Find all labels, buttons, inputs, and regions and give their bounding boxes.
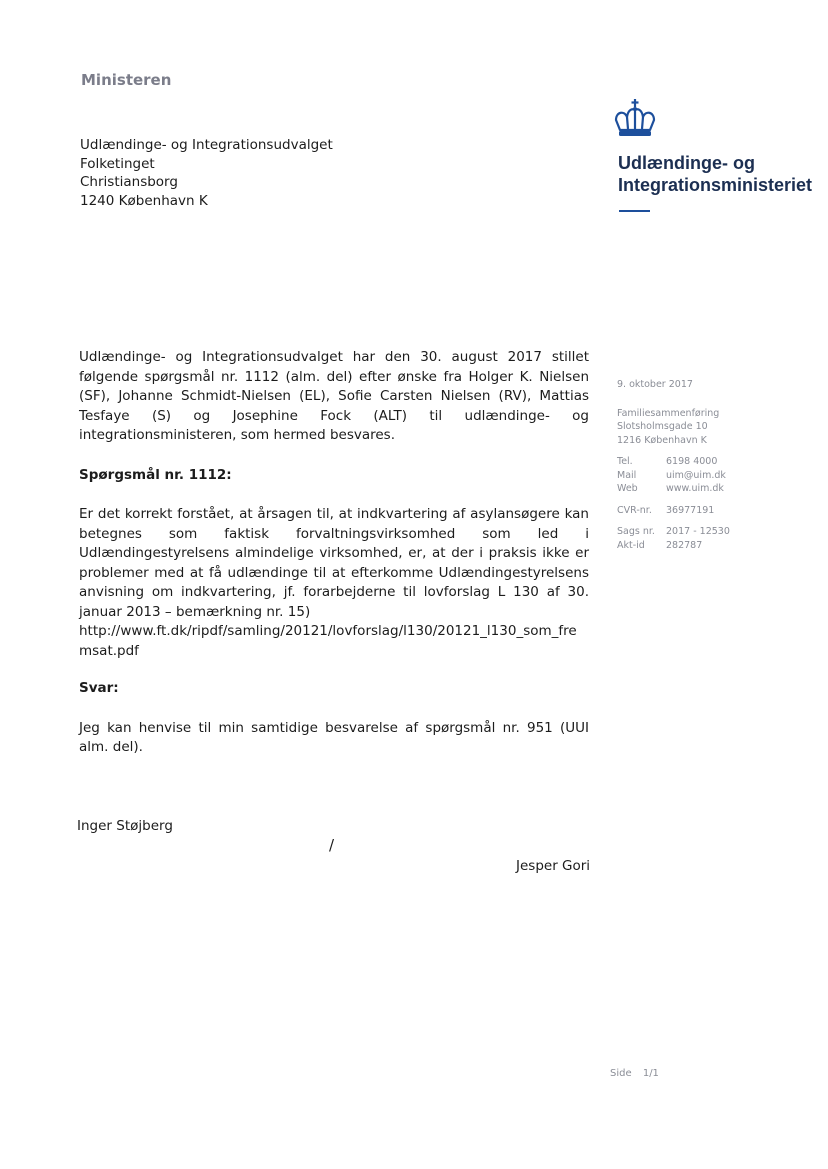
office-city: 1216 København K: [617, 434, 707, 446]
recipient-line: Folketinget: [80, 155, 155, 172]
signature-minister: Inger Støjberg: [77, 818, 173, 834]
cvr-value: 36977191: [666, 504, 715, 516]
case-value: 2017 - 12530: [666, 526, 730, 537]
letter-body: [79, 348, 589, 758]
act-row: [617, 539, 737, 553]
web-row: [617, 482, 737, 496]
recipient-line: Udlændinge- og Integrationsudvalget: [80, 137, 333, 153]
accent-divider: [619, 210, 650, 212]
page-footer: [610, 1068, 667, 1079]
answer-body: Jeg kan henvise til min samtidige besvarelse af spørgsmål nr. 951 (UUI alm. del).: [79, 719, 589, 755]
answer-title: Svar:: [79, 680, 119, 696]
act-label: Akt-id: [617, 539, 645, 551]
tel-label: Tel.: [617, 456, 633, 467]
ministry-name-line: Udlændinge- og: [618, 153, 755, 173]
signature-separator: /: [329, 836, 335, 854]
web-label: Web: [617, 483, 638, 494]
question-title: Spørgsmål nr. 1112:: [79, 466, 232, 483]
page-number: 1/1: [642, 1068, 659, 1079]
office-street: Slotsholmsgade 10: [617, 421, 708, 432]
tel-value: 6198 4000: [666, 456, 718, 467]
recipient-line: Christiansborg: [80, 174, 178, 190]
recipient-line: 1240 København K: [80, 192, 208, 209]
royal-crown-icon: [612, 98, 658, 140]
mail-value[interactable]: uim@uim.dk: [666, 469, 726, 481]
cvr-row: [617, 504, 737, 518]
tel-row: [617, 455, 737, 469]
mail-label: Mail: [617, 469, 637, 481]
ministry-name: [618, 152, 812, 196]
office-name: Familiesammenføring: [617, 407, 720, 419]
mail-row: [617, 469, 737, 483]
intro-paragraph: Udlændinge- og Integrationsudvalget har den 30. august 2017 stillet følgende spørgsmål nr. 1112 (alm. del) efter ønske fra Holger K. Nielsen (SF), Johanne Schmidt-Nielsen (EL), Sofie Carsten Nielsen (RV), Mattias Tesfaye (S) og Josephine Fock (ALT) til udlændinge- og integrationsministeren, som hermed besvares.: [79, 349, 589, 443]
letter-date: 9. oktober 2017: [617, 379, 693, 390]
cvr-label: CVR-nr.: [617, 504, 652, 516]
case-label: Sags nr.: [617, 526, 655, 537]
page-label: Side: [610, 1068, 632, 1079]
question-link[interactable]: http://www.ft.dk/ripdf/samling/20121/lovforslag/l130/20121_l130_som_fremsat.pdf: [79, 623, 577, 659]
page-heading: Ministeren: [81, 71, 172, 89]
web-value[interactable]: www.uim.dk: [666, 483, 724, 494]
signature-official: Jesper Gori: [516, 858, 591, 874]
act-value: 282787: [666, 539, 703, 551]
recipient-address: [80, 136, 333, 210]
question-body: Er det korrekt forstået, at årsagen til, at indkvartering af asylansøgere kan betegnes som faktisk forvaltningsvirksomhed som led i Udlændingestyrelsens almindelige virksomhed, er, at der i praksis ikke er problemer med at få udlændinge til at efterkomme Udlændingestyrelsens anvisning om indkvartering, jf. forarbejderne til lovforslag L 130 af 30. januar 2013 – bemærkning nr. 15): [79, 506, 589, 620]
sidebar-info: [617, 378, 737, 552]
case-row: [617, 525, 737, 539]
ministry-name-line: Integrationsministeriet: [618, 175, 813, 195]
